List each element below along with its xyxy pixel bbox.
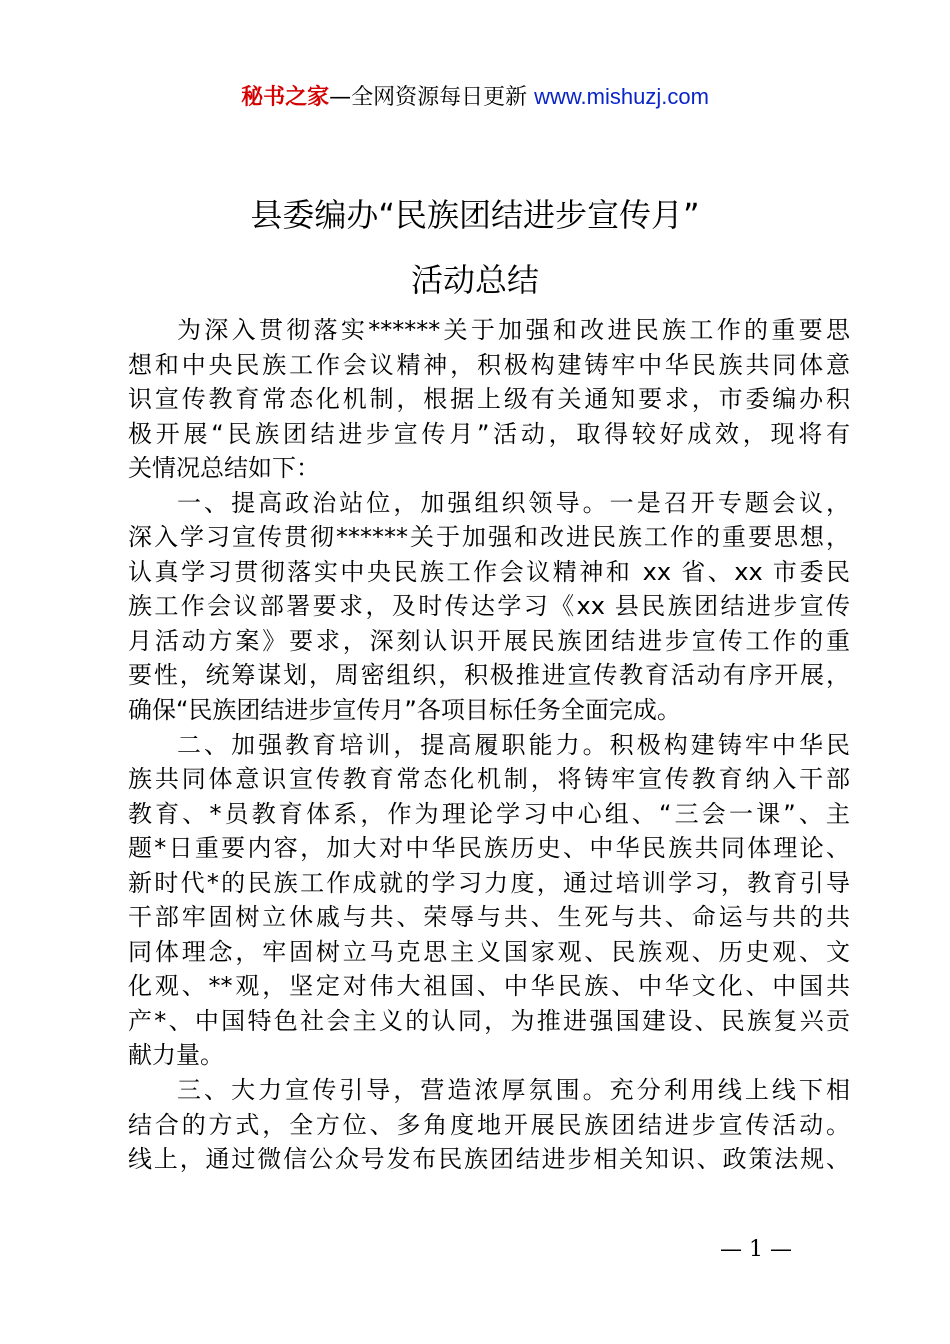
document-title-line-2: 活动总结 — [410, 261, 539, 299]
paragraph-line: 二、加强教育培训，提高履职能力。积极构建铸牢中华民 — [177, 730, 850, 759]
paragraph-line: 产*、中国特色社会主义的认同，为推进强国建设、民族复兴贡 — [128, 1006, 850, 1035]
paragraph-line: 确保“民族团结进步宣传月”各项目标任务全面完成。 — [128, 696, 681, 725]
paragraph-line: 族工作会议部署要求，及时传达学习《xx 县民族团结进步宣传 — [128, 592, 850, 621]
paragraph-line: 要性，统筹谋划，周密组织，积极推进宣传教育活动有序开展， — [128, 661, 850, 690]
paragraph-line: 关情况总结如下： — [128, 454, 320, 483]
paragraph-line: 同体理念，牢固树立马克思主义国家观、民族观、历史观、文 — [128, 937, 850, 966]
paragraph-line: 极开展“民族团结进步宣传月”活动，取得较好成效，现将有 — [128, 419, 850, 448]
site-header — [0, 82, 950, 113]
paragraph-line: 一、提高政治站位，加强组织领导。一是召开专题会议， — [177, 488, 850, 517]
paragraph-line: 深入学习宣传贯彻******关于加强和改进民族工作的重要思想， — [128, 523, 850, 552]
paragraph-line: 教育、*员教育体系，作为理论学习中心组、“三会一课”、主 — [128, 799, 850, 828]
paragraph-line: 化观、**观，坚定对伟大祖国、中华民族、中华文化、中国共 — [128, 972, 850, 1001]
paragraph-line: 月活动方案》要求，深刻认识开展民族团结进步宣传工作的重 — [128, 626, 850, 655]
document-title-line-1: 县委编办“民族团结进步宣传月” — [250, 196, 700, 234]
paragraph-line: 干部牢固树立休戚与共、荣辱与共、生死与共、命运与共的共 — [128, 903, 850, 932]
paragraph-line: 三、大力宣传引导，营造浓厚氛围。充分利用线上线下相 — [177, 1076, 850, 1105]
paragraph-line: 为深入贯彻落实******关于加强和改进民族工作的重要思 — [177, 316, 850, 344]
paragraph-line: 结合的方式，全方位、多角度地开展民族团结进步宣传活动。 — [128, 1110, 850, 1139]
document-body — [128, 313, 850, 1177]
paragraph-line: 线上，通过微信公众号发布民族团结进步相关知识、政策法规、 — [128, 1145, 850, 1174]
header-tagline: —全网资源每日更新 — [329, 85, 535, 110]
brand-name: 秘书之家 — [241, 85, 330, 110]
paragraph-line: 族共同体意识宣传教育常态化机制，将铸牢宣传教育纳入干部 — [128, 765, 850, 794]
paragraph-line: 想和中央民族工作会议精神，积极构建铸牢中华民族共同体意 — [128, 350, 850, 379]
header-url[interactable]: www.mishuzj.com — [534, 84, 709, 109]
paragraph-line: 识宣传教育常态化机制，根据上级有关通知要求，市委编办积 — [128, 385, 850, 414]
paragraph-line: 认真学习贯彻落实中央民族工作会议精神和 xx 省、xx 市委民 — [128, 557, 850, 586]
paragraph-line: 题*日重要内容，加大对中华民族历史、中华民族共同体理论、 — [128, 834, 850, 863]
page-number: — 1 — — [720, 1237, 792, 1262]
paragraph-line: 新时代*的民族工作成就的学习力度，通过培训学习，教育引导 — [128, 868, 850, 897]
paragraph-line: 献力量。 — [128, 1041, 224, 1070]
